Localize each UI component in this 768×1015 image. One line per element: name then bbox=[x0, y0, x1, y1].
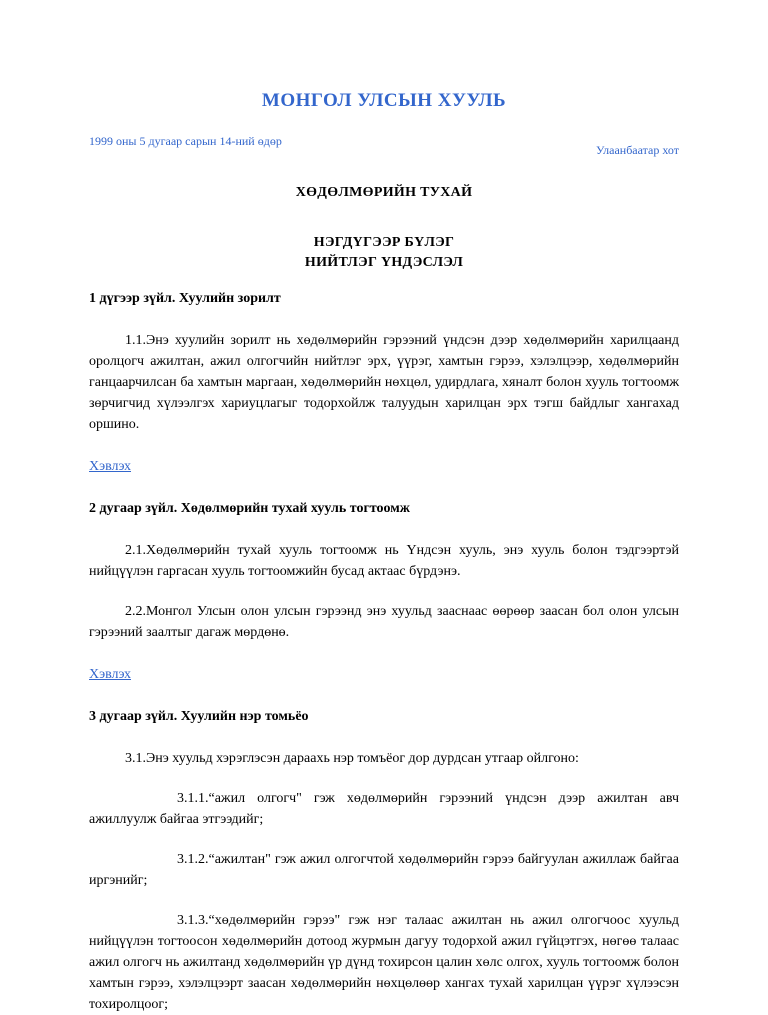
chapter-number: НЭГДҮГЭЭР БҮЛЭГ bbox=[313, 235, 455, 250]
article-1-paragraph-1: 1.1.Энэ хуулийн зорилт нь хөдөлмөрийн гэрээний үндсэн дээр хөдөлмөрийн харилцаанд оролцогч ажилтан, ажил олгогчийн нийтлэг эрх, үүрэг, хамтын гэрээ, хэлэлцээр, хөдөлмөрийн ганцаарчилсан ба хамтын маргаан, хөдөлмөрийн нөхцөл, удирдлага, хяналт болон хууль тогтоомж зөрчигчид хүлээлгэх хариуцлагыг тодорхойлж талуудын харилцан эрх тэгш байдлыг хангахад оршино. bbox=[89, 333, 679, 432]
article-3-subparagraph-1: 3.1.1.“ажил олгогч" гэж хөдөлмөрийн гэрээний үндсэн дээр ажилтан авч ажиллуулж байгаа этгээдийг; bbox=[89, 791, 679, 827]
article-3-paragraph-1: 3.1.Энэ хуульд хэрэглэсэн дараахь нэр томъёог дор дурдсан утгаар ойлгоно: bbox=[125, 751, 579, 766]
print-link-article-1[interactable]: Хэвлэх bbox=[89, 459, 131, 474]
document-body bbox=[89, 288, 679, 1015]
article-3-subparagraph-2: 3.1.2.“ажилтан" гэж ажил олгогчтой хөдөлмөрийн гэрээ байгуулан ажиллаж байгаа иргэнийг; bbox=[89, 852, 679, 888]
chapter-heading bbox=[0, 233, 768, 273]
document-title: МОНГОЛ УЛСЫН ХУУЛЬ bbox=[261, 90, 507, 111]
article-2-title: 2 дугаар зүйл. Хөдөлмөрийн тухай хууль тогтоомж bbox=[89, 501, 410, 516]
article-3-title: 3 дугаар зүйл. Хуулийн нэр томьёо bbox=[89, 709, 309, 724]
adoption-date: 1999 оны 5 дугаар сарын 14-ний өдөр bbox=[89, 134, 282, 148]
article-3-subparagraph-3: 3.1.3.“хөдөлмөрийн гэрээ" гэж нэг талаас ажилтан нь ажил олгогчоос хуульд нийцүүлэн тогтоосон хөдөлмөрийн дотоод журмын дагуу тодорхой ажил гүйцэтгэх, нөгөө талаас ажил олгогч нь ажилтанд хөдөлмөрийн үр дүнд тохирсон цалин хөлс олгох, хууль тогтоомж болон хамтын гэрээ, хэлэлцээрт заасан хөдөлмөрийн нөхцөлөөр хангах тухай харилцан үүрэг хүлээсэн тохиролцоог; bbox=[89, 913, 679, 1012]
article-2-paragraph-1: 2.1.Хөдөлмөрийн тухай хууль тогтоомж нь Үндсэн хууль, энэ хууль болон тэдгээртэй нийцүүлэн гаргасан хууль тогтоомжийн бусад актаас бүрдэнэ. bbox=[89, 543, 679, 579]
adoption-city: Улаанбаатар хот bbox=[596, 143, 679, 157]
article-2-paragraph-2: 2.2.Монгол Улсын олон улсын гэрээнд энэ хуульд зааснаас өөрөөр заасан бол олон улсын гэрээний заалтыг дагаж мөрдөнө. bbox=[89, 604, 679, 640]
chapter-title: НИЙТЛЭГ ҮНДЭСЛЭЛ bbox=[304, 255, 464, 270]
law-title: ХӨДӨЛМӨРИЙН ТУХАЙ bbox=[295, 185, 473, 200]
article-1-title: 1 дүгээр зүйл. Хуулийн зорилт bbox=[89, 291, 281, 306]
print-link-article-2[interactable]: Хэвлэх bbox=[89, 667, 131, 682]
